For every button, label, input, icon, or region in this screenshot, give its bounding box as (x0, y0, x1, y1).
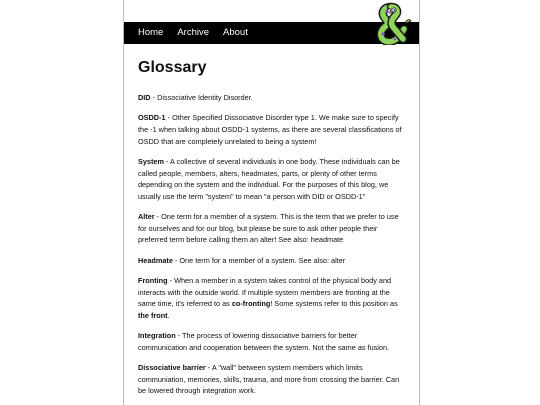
entry-term: Headmate (138, 255, 173, 265)
entry-term: DID (138, 93, 151, 102)
entry-emphasis: the front (138, 310, 168, 320)
page-container (123, 0, 420, 405)
nav-link-home[interactable]: Home (138, 27, 164, 38)
glossary-entry-system (138, 156, 406, 202)
glossary-entry-did (138, 92, 406, 104)
glossary-entry-alter (138, 211, 406, 246)
entry-term: OSDD-1 (138, 113, 166, 123)
entry-definition: . (167, 310, 170, 320)
entry-definition: - When a member in a system takes control of the physical body and interacts with the outside world. If multiple system members are fronting at the same time, it's referred to as (138, 276, 392, 309)
glossary-entry-osdd-1 (138, 112, 406, 147)
entry-term: Alter (138, 212, 155, 222)
entry-emphasis: co-fronting (231, 299, 271, 309)
nav-link-about[interactable]: About (223, 27, 248, 38)
entry-term: Fronting (138, 276, 168, 286)
glossary-entry-dissociative-barrier (138, 362, 406, 397)
glossary-entry-headmate (138, 255, 406, 267)
entry-definition: - One term for a member of a system. This is the term that we prefer to use for ourselves and for our blog, but please be sure to ask other people their preferred term before calling them an alter! See also: headmate (138, 212, 399, 245)
entry-definition: - A collective of several individuals in one body. These individuals can be called people, members, alters, headmates, parts, or plenty of other terms depending on the system and the individual. For the purposes of this blog, we usually use the term "system" to mean "a person with DID or OSDD-1" (138, 156, 400, 201)
entry-definition: - A "wall" between system members which limits communiation, memories, skills, trauma, and more from crossing the barrier. Can be lowered through integration work. (138, 363, 400, 396)
entry-term: System (138, 156, 164, 166)
main-content (138, 58, 406, 405)
ampersand-mascot-icon[interactable] (371, 1, 415, 45)
glossary-entry-fronting (138, 275, 406, 321)
entry-definition: - The process of lowering dissociative barriers for better communication and cooperation between the system. Not the same as fusion. (138, 331, 390, 352)
entry-definition: - Dissociative Identity Disorder. (150, 93, 253, 102)
entry-term: Dissociative barrier (138, 363, 206, 373)
glossary-entry-integration (138, 330, 406, 353)
nav-link-archive[interactable]: Archive (177, 27, 210, 38)
entry-definition: - Other Specified Dissociative Disorder type 1. We make sure to specify the -1 when talking about OSDD-1 systems, as there are several classifications of OSDD that are completely unrelated to being a system! (138, 113, 402, 146)
page-title: Glossary (138, 59, 207, 76)
entry-term: Integration (138, 331, 176, 341)
entry-definition: - One term for a member of a system. See also: alter (172, 255, 346, 265)
entry-definition: ! Some systems refer to this position as (270, 299, 398, 309)
